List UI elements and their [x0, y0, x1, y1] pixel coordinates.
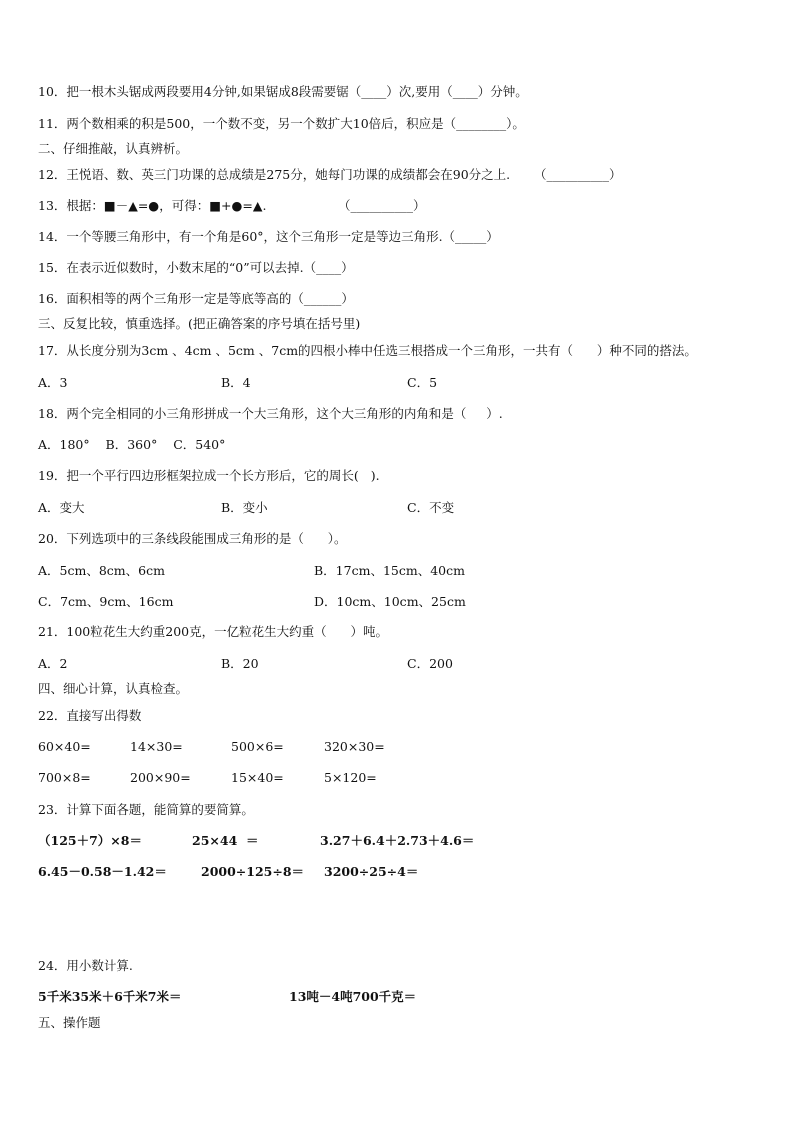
- question-13: 13．根据：■－▲=●，可得：■+●=▲. （__________）: [38, 198, 426, 213]
- q22-item: 320×30=: [324, 739, 385, 754]
- q18-options: A．180° B．360° C．540°: [38, 437, 226, 452]
- q22-item: 15×40=: [231, 770, 284, 785]
- q23-item: 3200÷25÷4＝: [324, 864, 419, 879]
- q22-item: 14×30=: [130, 739, 183, 754]
- q20-option-a: A．5cm、8cm、6cm: [38, 563, 165, 578]
- question-24: 24．用小数计算.: [38, 958, 133, 973]
- q22-item: 60×40=: [38, 739, 91, 754]
- question-11: 11．两个数相乘的积是500，一个数不变，另一个数扩大10倍后，积应是（________）。: [38, 116, 525, 131]
- question-15: 15．在表示近似数时，小数末尾的“0”可以去掉.（____）: [38, 260, 354, 275]
- q20-option-d: D．10cm、10cm、25cm: [314, 594, 466, 609]
- q23-item: 6.45－0.58－1.42＝: [38, 864, 167, 879]
- q22-item: 5×120=: [324, 770, 377, 785]
- q21-option-a: A．2: [38, 656, 68, 671]
- question-12: 12．王悦语、数、英三门功课的总成绩是275分，她每门功课的成绩都会在90分之上. （__________）: [38, 167, 622, 182]
- q17-option-b: B．4: [221, 375, 251, 390]
- question-14: 14．一个等腰三角形中，有一个角是60°，这个三角形一定是等边三角形.（_____）: [38, 229, 499, 244]
- q19-option-a: A．变大: [38, 500, 85, 515]
- q22-item: 500×6=: [231, 739, 284, 754]
- q21-option-c: C．200: [407, 656, 453, 671]
- question-20: 20．下列选项中的三条线段能围成三角形的是（ ）。: [38, 531, 347, 546]
- question-16: 16．面积相等的两个三角形一定是等底等高的（______）: [38, 291, 354, 306]
- q22-item: 700×8=: [38, 770, 91, 785]
- q23-item: 25×44 ＝: [192, 833, 259, 848]
- q17-option-a: A．3: [38, 375, 68, 390]
- section-4-heading: 四、细心计算，认真检查。: [38, 681, 189, 696]
- section-5-heading: 五、操作题: [38, 1015, 101, 1030]
- q24-item: 5千米35米＋6千米7米＝: [38, 989, 182, 1004]
- question-17: 17．从长度分别为3cm 、4cm 、5cm 、7cm的四根小棒中任选三根搭成一个三角形，一共有（ ）种不同的搭法。: [38, 343, 697, 358]
- question-21: 21．100粒花生大约重200克，一亿粒花生大约重（ ）吨。: [38, 624, 388, 639]
- q23-item: （125＋7）×8＝: [38, 833, 142, 848]
- question-10: 10．把一根木头锯成两段要用4分钟,如果锯成8段需要锯（____）次,要用（____）分钟。: [38, 84, 528, 99]
- q23-item: 2000÷125÷8＝: [201, 864, 305, 879]
- q20-option-c: C．7cm、9cm、16cm: [38, 594, 174, 609]
- section-3-heading: 三、反复比较，慎重选择。(把正确答案的序号填在括号里): [38, 316, 361, 331]
- question-18: 18．两个完全相同的小三角形拼成一个大三角形，这个大三角形的内角和是（ ）.: [38, 406, 503, 421]
- q22-item: 200×90=: [130, 770, 191, 785]
- q24-item: 13吨－4吨700千克＝: [289, 989, 417, 1004]
- question-23: 23．计算下面各题，能简算的要简算。: [38, 802, 254, 817]
- q20-option-b: B．17cm、15cm、40cm: [314, 563, 465, 578]
- q19-option-c: C．不变: [407, 500, 455, 515]
- question-19: 19．把一个平行四边形框架拉成一个长方形后，它的周长( ).: [38, 468, 380, 483]
- q17-option-c: C．5: [407, 375, 438, 390]
- question-22: 22．直接写出得数: [38, 708, 142, 723]
- q21-option-b: B．20: [221, 656, 259, 671]
- q23-item: 3.27＋6.4＋2.73＋4.6＝: [320, 833, 475, 848]
- q19-option-b: B．变小: [221, 500, 268, 515]
- section-2-heading: 二、仔细推敲，认真辨析。: [38, 141, 189, 156]
